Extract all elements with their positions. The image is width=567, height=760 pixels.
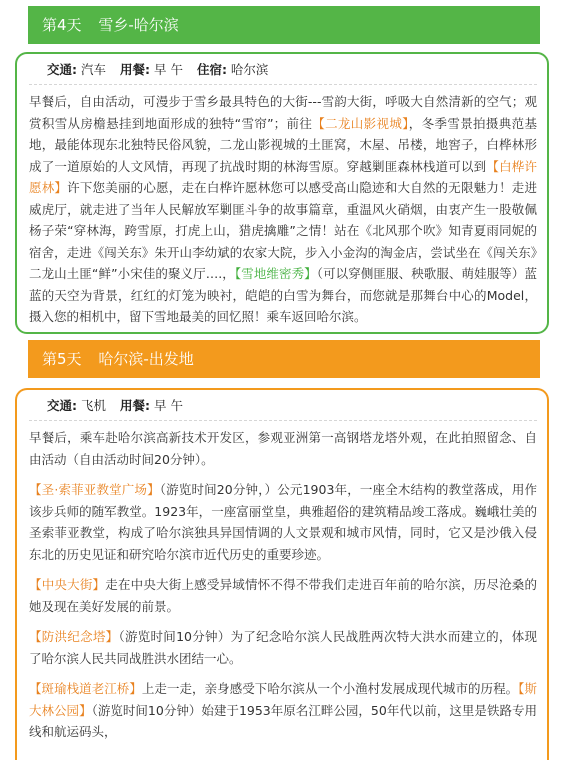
day4-number: 第4天 (42, 16, 82, 34)
meal-value: 早 午 (153, 62, 183, 77)
day5-number: 第5天 (42, 350, 82, 368)
stay-value: 哈尔滨 (230, 62, 269, 77)
meal-label: 用餐: (119, 398, 150, 413)
day5-header (28, 340, 540, 378)
day5-meta (29, 396, 537, 421)
highlight-flood-tower: 【防洪纪念塔】 (29, 629, 119, 644)
transport-label: 交通: (47, 398, 77, 413)
day5-text-5: 上走一走，亲身感受下哈尔滨从一个小渔村发展成现代城市的历程。 (141, 681, 519, 696)
highlight-stalin-park: 【斯大林公园】 (29, 681, 537, 718)
day4-title: 雪乡-哈尔滨 (98, 16, 179, 34)
day4-text-4: （可以穿侧匪服、秧歌服、萌娃服等）蓝蓝的天空为背景，红红的灯笼为映衬，皑皑的白雪为舞台，而您就是那舞台中心的Model，摄入您的相机中，留下雪地最美的回忆照！乘车返回哈尔滨。 (29, 266, 537, 324)
transport-label: 交通: (47, 62, 77, 77)
day4-text-2: ，冬季雪景拍摄典范基地，最能体现东北独特民俗风貌，二龙山影视城的土匪窝，木屋、吊楼，地窖子，白桦林形成了一道原始的人文风情，再现了抗战时期的林海雪原。穿越剿匪森林栈道可以到 (29, 115, 537, 174)
highlight-old-bridge: 【斑瑜栈道老江桥】 (29, 681, 142, 696)
day5-text-5b: （游览时间10分钟）始建于1953年原名江畔公园，50年代以前，这里是铁路专用线和航运码头， (29, 702, 537, 739)
day4-text-1: 早餐后，自由活动，可漫步于雪乡最具特色的大街---雪韵大街，呼吸大自然清新的空气；观赏积雪从房檐悬挂到地面形成的独特“雪帘”；前往 (29, 94, 537, 131)
day4-meta (29, 60, 537, 85)
day4-text-3: 许下您美丽的心愿，走在白桦许愿林您可以感受高山隐迹和大自然的无限魅力！走进威虎厅，就走进了当年人民解放军剿匪斗争的故事篇章，重温风火硝烟，由衷产生一股敬佩杨子荣“穿林海，跨雪原，打虎上山，猎虎擒雕”之情！站在《北风那个吹》知青夏雨同妮的宿舍，走进《闯关东》朱开山李幼斌的农家大院，步入小金沟的淘金店，尝试坐在《闯关东》二龙山土匪“鲜”小宋佳的聚义厅….， (29, 180, 537, 281)
day5-text-4: （游览时间10分钟）为了纪念哈尔滨人民战胜两次特大洪水而建立的，体现了哈尔滨人民共同战胜洪水团结一心。 (29, 629, 537, 666)
day5-para-5 (29, 678, 537, 743)
stay-label: 住宿: (196, 62, 227, 77)
day5-text-3: 走在中央大街上感受异域情怀不得不带我们走进百年前的哈尔滨，历尽沧桑的她及现在美好发展的前景。 (29, 577, 537, 614)
day5-text-2: （游览时间20分钟，）公元1903年，一座全木结构的教堂落成，用作该步兵师的随军教堂。1923年，一座富丽堂皇，典雅超俗的建筑精品竣工落成。巍峨壮美的圣索菲亚教堂，构成了哈尔滨独具异国情调的人文景观和城市风情，同时，它又是沙俄入侵东北的历史见证和研究哈尔滨市近代历史的重要珍迹。 (29, 482, 537, 562)
highlight-sophia: 【圣·索菲亚教堂广场】 (29, 482, 160, 497)
transport-value: 飞机 (80, 398, 106, 413)
day5-para-2 (29, 479, 537, 565)
highlight-erlongshan: 【二龙山影视城】 (312, 115, 409, 131)
day5-card (15, 388, 549, 760)
day5-para-3 (29, 574, 537, 617)
day4-card (15, 52, 549, 334)
day5-para-1: 早餐后，乘车赴哈尔滨高新技术开发区，参观亚洲第一高钢塔龙塔外观，在此拍照留念、自由活动（自由活动时间20分钟）。 (29, 430, 537, 467)
day5-para-4 (29, 626, 537, 669)
meal-value: 早 午 (153, 398, 183, 413)
day4-description (29, 91, 537, 328)
highlight-central-street: 【中央大街】 (29, 577, 106, 592)
transport-value: 汽车 (80, 62, 106, 77)
highlight-snow-show: 【雪地维密秀】 (234, 266, 317, 281)
day4-header (28, 6, 540, 44)
meal-label: 用餐: (119, 62, 150, 77)
day5-title: 哈尔滨-出发地 (98, 350, 194, 368)
highlight-baihua: 【白桦许愿林】 (29, 158, 537, 195)
